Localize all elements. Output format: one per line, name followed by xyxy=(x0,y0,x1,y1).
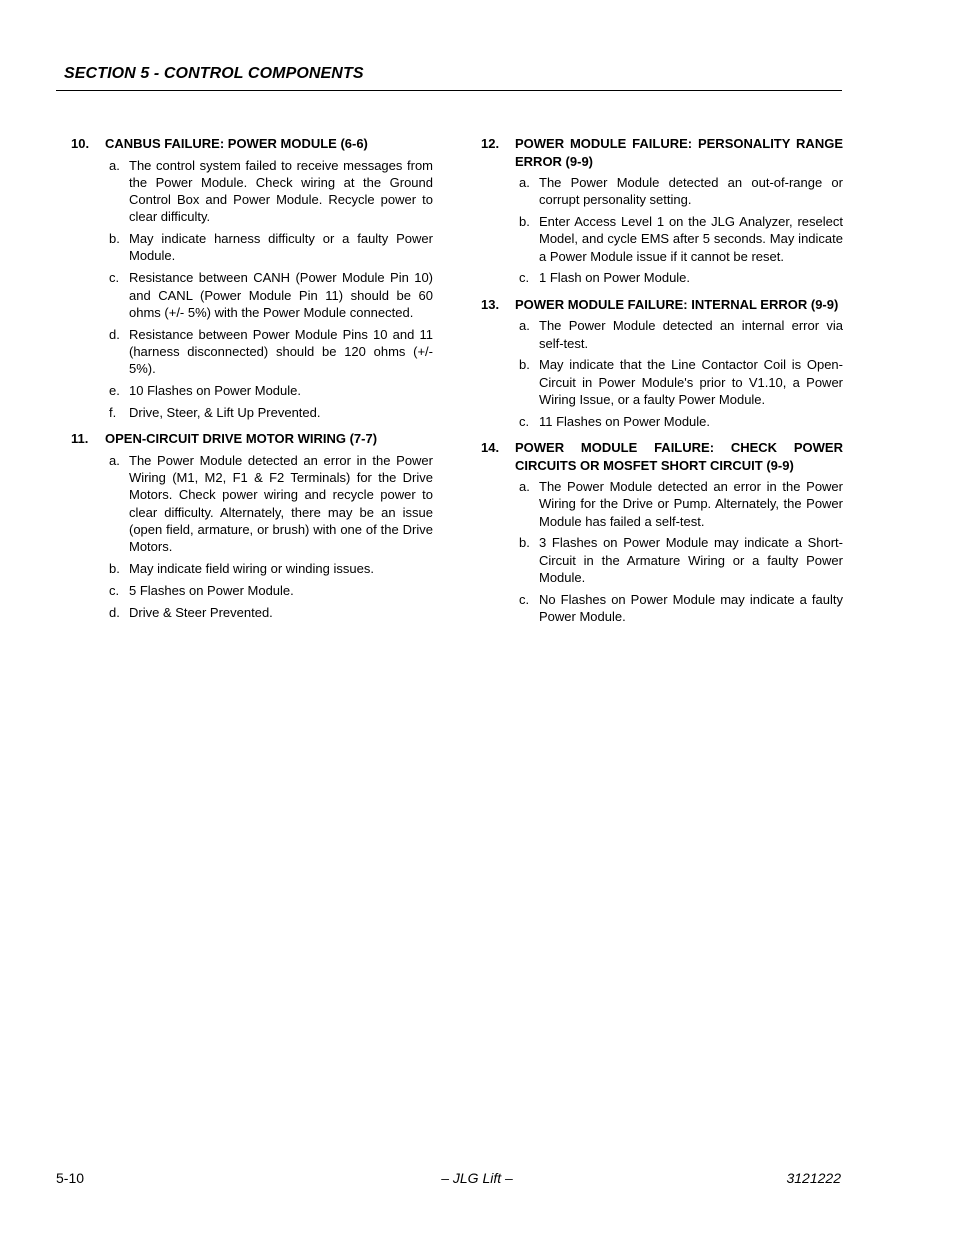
fault-title: POWER MODULE FAILURE: CHECK POWER CIRCUITS OR MOSFET SHORT CIRCUIT (9-9) xyxy=(515,440,843,473)
item-letter: b. xyxy=(109,231,120,247)
fault-section xyxy=(481,439,843,625)
item-letter: a. xyxy=(109,157,120,173)
item-letter: d. xyxy=(109,326,120,342)
list-item xyxy=(519,356,843,408)
list-item xyxy=(109,382,433,399)
header-divider xyxy=(56,90,842,91)
item-text: Resistance between CANH (Power Module Pin 10) and CANL (Power Module Pin 11) should be 60 ohms (+/- 5%) with the Power Module connected. xyxy=(129,270,433,320)
item-letter: c. xyxy=(519,413,530,429)
item-text: No Flashes on Power Module may indicate a faulty Power Module. xyxy=(539,591,843,625)
item-letter: a. xyxy=(519,318,530,334)
item-letter: d. xyxy=(109,604,120,620)
fault-heading xyxy=(481,135,843,170)
fault-title: CANBUS FAILURE: POWER MODULE (6-6) xyxy=(105,136,368,151)
list-item xyxy=(109,404,433,421)
fault-number: 13. xyxy=(481,296,500,312)
item-text: Resistance between Power Module Pins 10 and 11 (harness disconnected) should be 120 ohms (+/- 5%). xyxy=(129,326,433,377)
item-text: May indicate that the Line Contactor Coil is Open-Circuit in Power Module's prior to V1.10, a Power Wiring Issue, or a faulty Power Module. xyxy=(539,357,843,407)
list-item xyxy=(519,269,843,286)
fault-section xyxy=(71,135,433,421)
fault-heading xyxy=(481,296,843,314)
fault-title: POWER MODULE FAILURE: INTERNAL ERROR (9-9) xyxy=(515,296,839,312)
list-item xyxy=(109,157,433,226)
item-text: Drive & Steer Prevented. xyxy=(129,604,273,620)
item-text: 11 Flashes on Power Module. xyxy=(539,413,711,429)
item-text: The Power Module detected an error in the Power Wiring (M1, M2, F1 & F2 Terminals) for the Drive Motors. Check power wiring and recycle power to clear difficulty. Alternately, there may be an issue (open field, armature, or brush) with one of the Drive Motors. xyxy=(129,452,433,555)
list-item xyxy=(109,269,433,321)
fault-section xyxy=(71,430,433,621)
item-text: The Power Module detected an out-of-range or corrupt personality setting. xyxy=(539,175,843,208)
section-title: SECTION 5 - CONTROL COMPONENTS xyxy=(64,65,364,82)
fault-number: 10. xyxy=(71,136,90,151)
list-item xyxy=(519,591,843,626)
fault-number: 14. xyxy=(481,440,500,456)
fault-title: OPEN-CIRCUIT DRIVE MOTOR WIRING (7-7) xyxy=(105,431,378,447)
fault-title: POWER MODULE FAILURE: PERSONALITY RANGE ERROR (9-9) xyxy=(515,136,843,169)
item-letter: a. xyxy=(519,479,530,495)
item-letter: b. xyxy=(519,535,530,551)
list-item xyxy=(519,534,843,586)
page-number: 5-10 xyxy=(56,1170,85,1186)
footer-publisher: – JLG Lift – xyxy=(441,1170,513,1186)
item-letter: e. xyxy=(109,383,120,399)
item-letter: b. xyxy=(519,357,530,373)
item-text: The Power Module detected an error in the Power Wiring for the Drive or Pump. Alternately, the Power Module has failed a self-test. xyxy=(539,479,843,529)
item-text: The control system failed to receive messages from the Power Module. Check wiring at the Ground Control Box and Power Module. Recycle power to clear difficulty. xyxy=(129,157,433,225)
list-item xyxy=(109,230,433,265)
fault-number: 11. xyxy=(71,431,89,447)
fault-section xyxy=(481,296,843,430)
right-column xyxy=(481,135,843,634)
item-text: Enter Access Level 1 on the JLG Analyzer, reselect Model, and cycle EMS after 5 seconds. May indicate a Power Module issue if it cannot be reset. xyxy=(539,214,843,264)
list-item xyxy=(519,213,843,265)
item-text: May indicate field wiring or winding issues. xyxy=(129,560,374,576)
list-item xyxy=(519,174,843,209)
list-item xyxy=(109,326,433,378)
item-letter: a. xyxy=(519,175,530,190)
list-item xyxy=(519,317,843,352)
list-item xyxy=(109,452,433,556)
item-letter: c. xyxy=(109,582,120,598)
item-text: 1 Flash on Power Module. xyxy=(539,270,691,286)
document-number: 3121222 xyxy=(786,1170,841,1186)
list-item xyxy=(109,560,433,577)
item-text: 3 Flashes on Power Module may indicate a Short-Circuit in the Armature Wiring or a faulty Power Module. xyxy=(539,535,843,586)
list-item xyxy=(109,582,433,599)
item-letter: c. xyxy=(519,591,530,607)
item-text: Drive, Steer, & Lift Up Prevented. xyxy=(129,404,321,420)
item-text: May indicate harness difficulty or a faulty Power Module. xyxy=(129,231,433,264)
item-text: 10 Flashes on Power Module. xyxy=(129,383,301,399)
item-letter: b. xyxy=(519,214,530,230)
item-letter: b. xyxy=(109,560,120,576)
fault-heading xyxy=(481,439,843,474)
item-letter: c. xyxy=(519,270,530,286)
list-item xyxy=(519,478,843,530)
list-item xyxy=(519,413,843,430)
item-text: 5 Flashes on Power Module. xyxy=(129,582,294,598)
fault-section xyxy=(481,135,843,287)
item-text: The Power Module detected an internal error via self-test. xyxy=(539,318,843,351)
fault-heading xyxy=(71,135,433,153)
fault-number: 12. xyxy=(481,136,500,151)
item-letter: c. xyxy=(109,270,120,286)
list-item xyxy=(109,604,433,621)
fault-heading xyxy=(71,430,433,448)
item-letter: a. xyxy=(109,452,120,468)
item-letter: f. xyxy=(109,404,117,420)
left-column xyxy=(71,135,433,630)
